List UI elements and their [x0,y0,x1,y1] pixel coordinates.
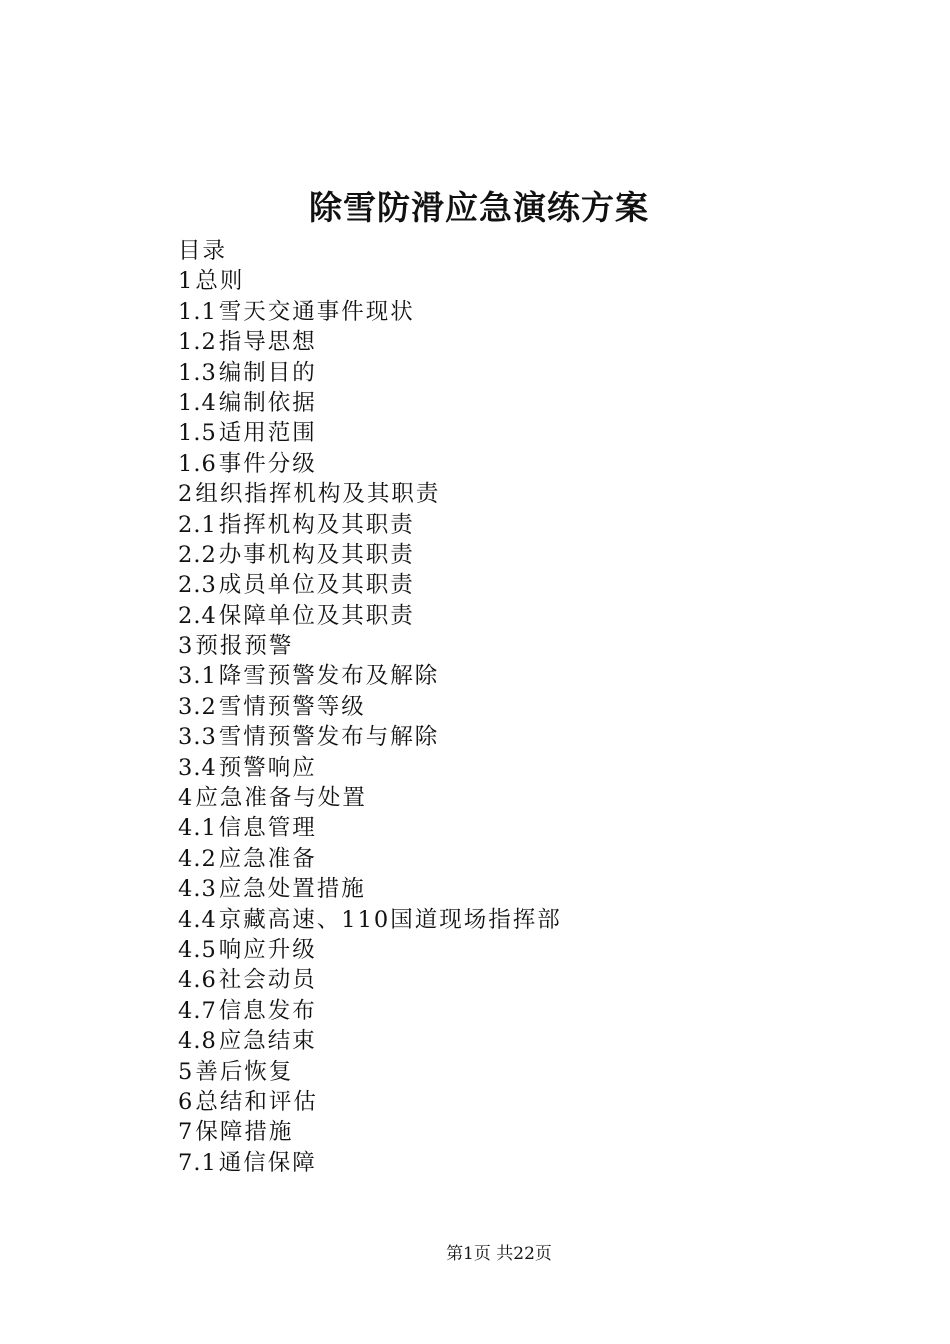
toc-entry-number: 3.3 [178,724,217,751]
toc-entry-number: 2.1 [178,511,217,538]
toc-entry-text: 应急结束 [218,1028,317,1055]
toc-entry-text: 适用范围 [218,420,317,447]
toc-entry-number: 3 [178,633,194,660]
page-footer: 第1页 共22页 [446,1244,552,1264]
toc-entry [178,358,562,388]
toc-entry [178,418,562,448]
toc-entry [178,297,562,327]
toc-entry [178,1148,562,1178]
toc-entry-number: 4.4 [178,906,217,933]
toc-entry [178,965,562,995]
toc-entry-number: 4.7 [178,997,217,1024]
toc-entry-text: 编制目的 [218,359,317,386]
toc-entry [178,631,562,661]
toc-entry [178,1057,562,1087]
toc-entry-number: 7.1 [178,1149,217,1176]
toc-entry-text: 应急准备与处置 [195,785,367,812]
toc-entry-text: 总结和评估 [195,1088,318,1115]
toc-entry [178,570,562,600]
toc-entry-text: 办事机构及其职责 [218,541,415,568]
toc-entry-number: 4.2 [178,845,217,872]
toc-entry [178,753,562,783]
toc-entry-text: 保障措施 [195,1119,294,1146]
toc-entry-number: 4.8 [178,1028,217,1055]
toc-entry-number: 3.2 [178,693,217,720]
toc-entry-text: 雪情预警等级 [218,693,366,720]
toc-entry-number: 4.5 [178,936,217,963]
toc-entry-text: 雪情预警发布与解除 [218,724,440,751]
toc-entry [178,388,562,418]
toc-entry-number: 1.5 [178,420,217,447]
toc-entry-number: 4.1 [178,815,217,842]
toc-entry-number: 1.4 [178,389,217,416]
toc-entry-number: 2 [178,481,194,508]
toc-entry [178,601,562,631]
toc-entry [178,783,562,813]
toc-entry-text: 编制依据 [218,389,317,416]
toc-entry-number: 5 [178,1058,194,1085]
toc-entry-number: 3.1 [178,663,217,690]
toc-entry [178,327,562,357]
toc-entry [178,722,562,752]
toc-entry [178,510,562,540]
toc-entry [178,813,562,843]
toc-entry [178,1087,562,1117]
toc-entry-number: 1.2 [178,329,217,356]
table-of-contents [178,236,562,1178]
toc-entry-text: 社会动员 [218,967,317,994]
toc-entry-number: 4.3 [178,876,217,903]
toc-entry-number: 1 [178,268,194,295]
toc-heading: 目录 [178,238,228,264]
toc-entry [178,996,562,1026]
toc-entry-text: 通信保障 [218,1149,317,1176]
toc-entry-number: 1.6 [178,450,217,477]
toc-entry [178,1117,562,1147]
toc-entry-text: 成员单位及其职责 [218,572,415,599]
toc-entry [178,479,562,509]
toc-entry-text: 雪天交通事件现状 [218,298,415,325]
toc-entry-text: 降雪预警发布及解除 [218,663,440,690]
toc-entry-text: 响应升级 [218,936,317,963]
toc-entry [178,935,562,965]
toc-entry-text: 京藏高速、110国道现场指挥部 [218,906,562,933]
toc-entry-text: 保障单位及其职责 [218,602,415,629]
toc-entry-number: 3.4 [178,754,217,781]
toc-entry-text: 预报预警 [195,633,294,660]
toc-entry-text: 指挥机构及其职责 [218,511,415,538]
toc-entry [178,1026,562,1056]
toc-entry [178,905,562,935]
toc-entry-text: 事件分级 [218,450,317,477]
toc-entry [178,266,562,296]
toc-entry-number: 1.3 [178,359,217,386]
toc-entry [178,844,562,874]
toc-entry-text: 应急准备 [218,845,317,872]
toc-entry-number: 2.3 [178,572,217,599]
document-title: 除雪防滑应急演练方案 [309,188,649,227]
toc-entry-text: 预警响应 [218,754,317,781]
toc-entry-number: 6 [178,1088,194,1115]
toc-entry-number: 4.6 [178,967,217,994]
toc-entry [178,874,562,904]
toc-entry-text: 善后恢复 [195,1058,294,1085]
toc-entry [178,449,562,479]
toc-entry-number: 2.4 [178,602,217,629]
toc-entry-text: 总则 [195,268,245,295]
toc-entry [178,661,562,691]
toc-entry-text: 应急处置措施 [218,876,366,903]
toc-entry [178,692,562,722]
toc-entry-number: 4 [178,785,194,812]
toc-entry-number: 2.2 [178,541,217,568]
toc-entry-number: 1.1 [178,298,217,325]
toc-entry-text: 组织指挥机构及其职责 [195,481,441,508]
toc-entry-text: 指导思想 [218,329,317,356]
toc-entry-text: 信息管理 [218,815,317,842]
toc-entry [178,540,562,570]
toc-entry-text: 信息发布 [218,997,317,1024]
toc-entry-number: 7 [178,1119,194,1146]
